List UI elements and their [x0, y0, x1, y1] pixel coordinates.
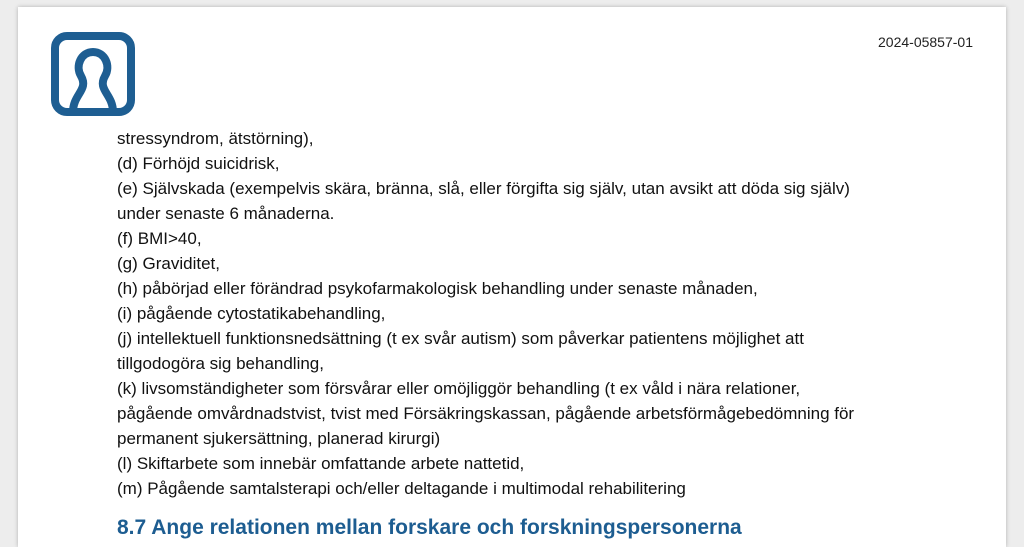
body-line: stressyndrom, ätstörning),	[117, 129, 314, 148]
section-heading: 8.7 Ange relationen mellan forskare och forskningspersonerna	[117, 516, 742, 539]
body-line: permanent sjukersättning, planerad kirurgi)	[117, 429, 441, 448]
document-number: 2024-05857-01	[878, 34, 973, 50]
body-line: (g) Graviditet,	[117, 254, 220, 273]
body-line: (k) livsomständigheter som försvårar eller omöjliggör behandling (t ex våld i nära relationer,	[117, 379, 801, 398]
body-line: (e) Självskada (exempelvis skära, bränna, slå, eller förgifta sig själv, utan avsikt att döda sig själv)	[117, 179, 850, 198]
body-line: (l) Skiftarbete som innebär omfattande arbete nattetid,	[117, 454, 525, 473]
body-line: (j) intellektuell funktionsnedsättning (t ex svår autism) som påverkar patientens möjlighet att	[117, 329, 804, 348]
body-line: under senaste 6 månaderna.	[117, 204, 335, 223]
document-body-text	[117, 126, 977, 501]
body-line: tillgodogöra sig behandling,	[117, 354, 324, 373]
document-page	[18, 7, 1006, 547]
body-line: (f) BMI>40,	[117, 229, 202, 248]
body-line: pågående omvårdnadstvist, tvist med Försäkringskassan, pågående arbetsförmågebedömning för	[117, 404, 855, 423]
body-line: (m) Pågående samtalsterapi och/eller deltagande i multimodal rehabilitering	[117, 479, 686, 498]
body-line: (i) pågående cytostatikabehandling,	[117, 304, 386, 323]
heart-location-logo-icon	[51, 32, 135, 116]
body-line: (h) påbörjad eller förändrad psykofarmakologisk behandling under senaste månaden,	[117, 279, 758, 298]
body-line: (d) Förhöjd suicidrisk,	[117, 154, 280, 173]
